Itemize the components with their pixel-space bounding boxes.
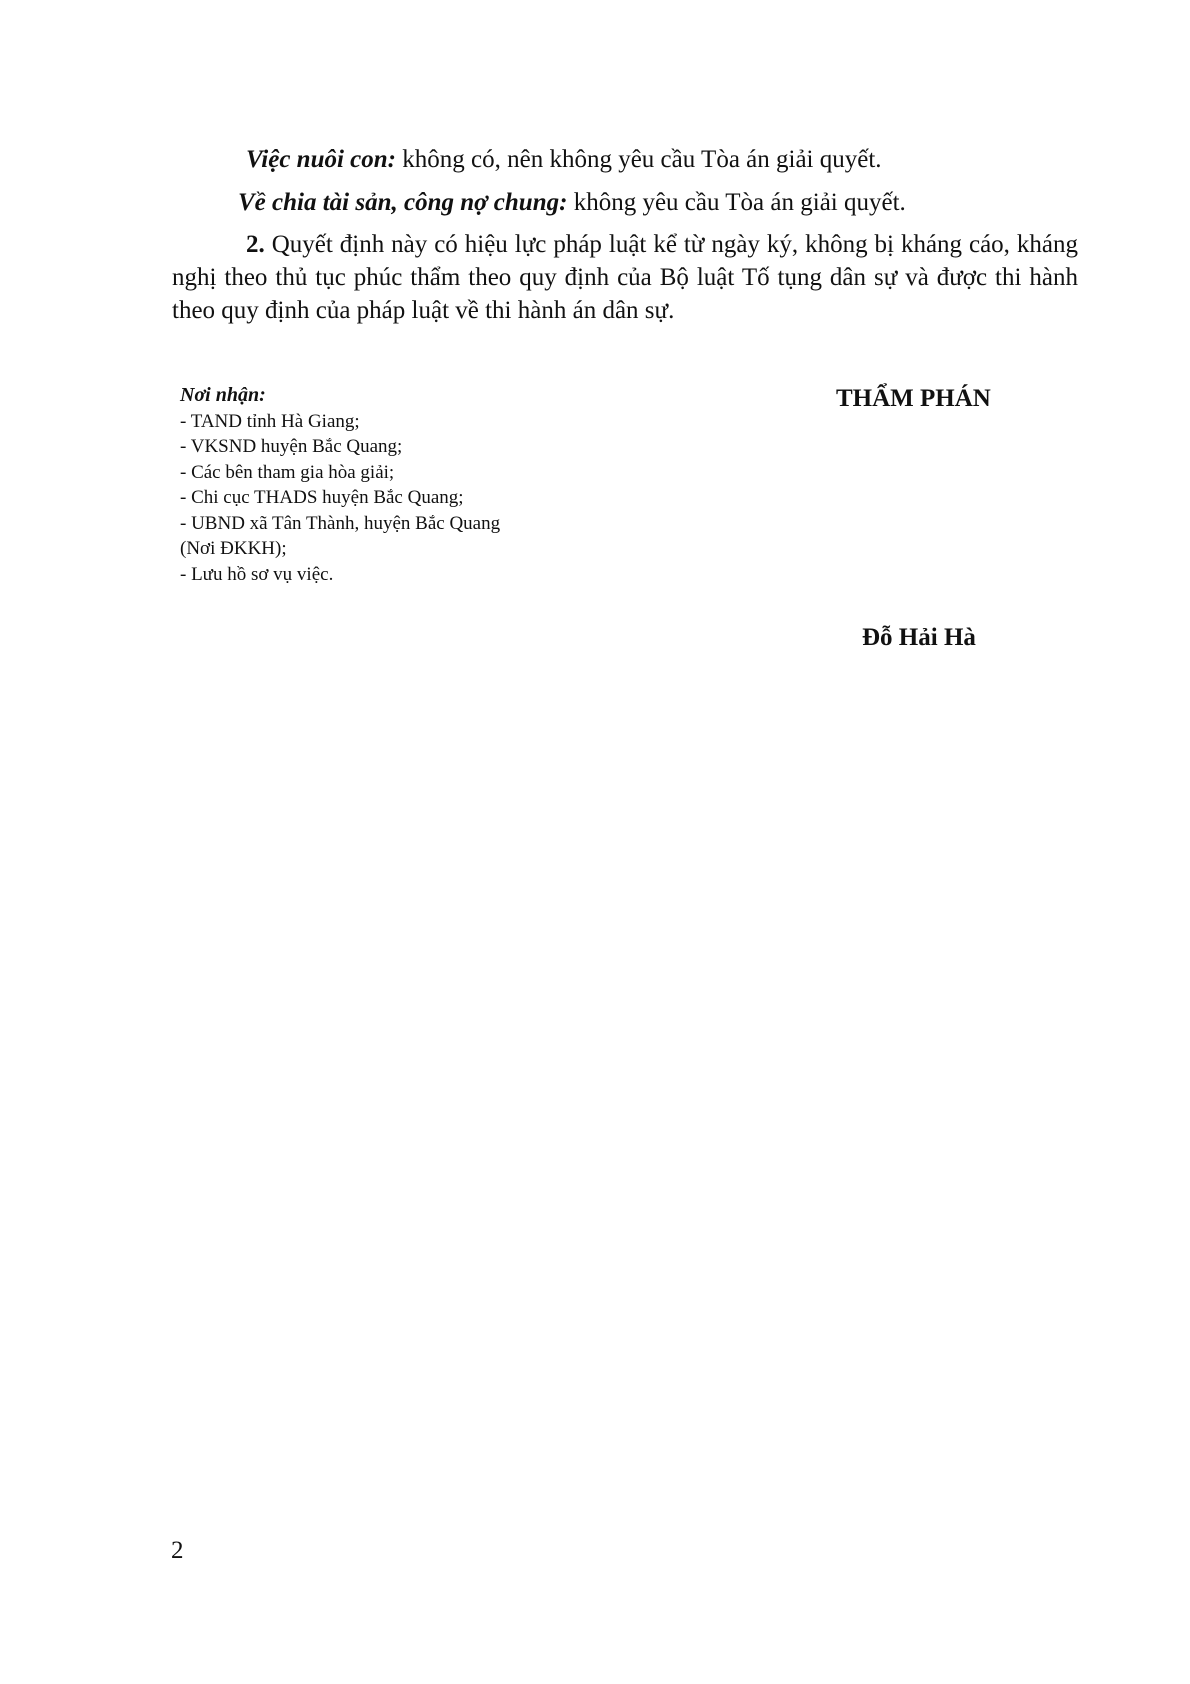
property-division-text: không yêu cầu Tòa án giải quyết.	[567, 189, 906, 216]
recipients-heading: Nơi nhận:	[180, 384, 266, 406]
recipients-block	[180, 383, 600, 587]
recipient-item: - Các bên tham gia hòa giải;	[180, 461, 395, 483]
recipient-item: (Nơi ĐKKH);	[180, 538, 287, 559]
child-custody-text: không có, nên không yêu cầu Tòa án giải quyết.	[396, 146, 882, 173]
child-custody-label: Việc nuôi con:	[246, 146, 397, 173]
signer-name: Đỗ Hải Hà	[862, 624, 976, 651]
recipient-item: - Chi cục THADS huyện Bắc Quang;	[180, 487, 464, 508]
recipient-item: - VKSND huyện Bắc Quang;	[180, 436, 403, 457]
recipient-item: - Lưu hồ sơ vụ việc.	[180, 563, 334, 585]
signer-title: THẨM PHÁN	[836, 385, 991, 412]
property-division-label: Về chia tài sản, công nợ chung:	[238, 189, 568, 216]
paragraph-property-division	[172, 186, 1078, 219]
paragraph-child-custody	[172, 143, 1078, 176]
recipient-item: - UBND xã Tân Thành, huyện Bắc Quang	[180, 512, 501, 534]
effectiveness-text: Quyết định này có hiệu lực pháp luật kể từ ngày ký, không bị kháng cáo, kháng nghị theo thủ tục phúc thẩm theo quy định của Bộ luật Tố tụng dân sự và được thi hành theo quy định của pháp luật về thi hành án dân sự.	[172, 231, 1078, 324]
page-number: 2	[171, 1537, 184, 1564]
clause-number: 2.	[246, 231, 265, 258]
recipient-item: - TAND tỉnh Hà Giang;	[180, 410, 360, 432]
paragraph-effectiveness	[172, 228, 1078, 327]
